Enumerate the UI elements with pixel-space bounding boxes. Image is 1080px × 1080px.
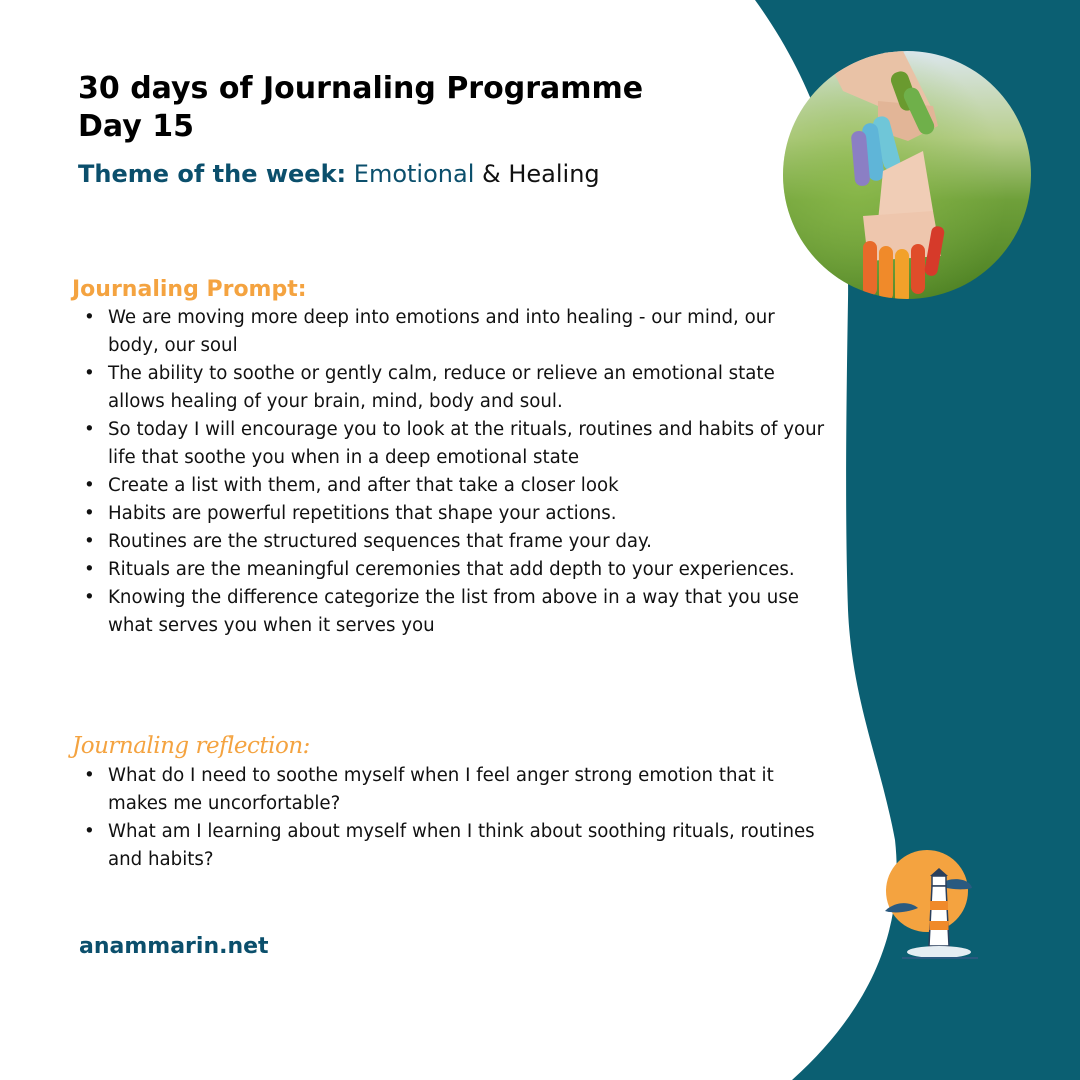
reflection-list [80, 762, 828, 874]
list-item: • Knowing the difference categorize the list from above in a way that you use what serves you when it serves you [108, 584, 828, 640]
list-item: • What am I learning about myself when I think about soothing rituals, routines and habits? [108, 818, 828, 874]
prompt-heading: Journaling Prompt: [72, 277, 307, 302]
list-item: • We are moving more deep into emotions and into healing - our mind, our body, our soul [108, 304, 828, 360]
list-item: • What do I need to soothe myself when I feel anger strong emotion that it makes me uncorfortable? [108, 762, 828, 818]
list-item: • So today I will encourage you to look at the rituals, routines and habits of your life that soothe you when in a deep emotional state [108, 416, 828, 472]
prompt-list [80, 304, 828, 640]
list-item: • Habits are powerful repetitions that shape your actions. [108, 500, 828, 528]
theme-word-emotional: Emotional [353, 160, 475, 188]
list-item: • Rituals are the meaningful ceremonies that add depth to your experiences. [108, 556, 828, 584]
list-item: • Routines are the structured sequences that frame your day. [108, 528, 828, 556]
list-item: • Create a list with them, and after that take a closer look [108, 472, 828, 500]
title-line-day: Day 15 [78, 109, 194, 144]
theme-line [78, 158, 600, 190]
reflection-heading: Journaling reflection: [72, 733, 310, 759]
list-item: • The ability to soothe or gently calm, reduce or relieve an emotional state allows healing of your brain, mind, body and soul. [108, 360, 828, 416]
page-title [78, 70, 643, 146]
theme-word-healing: & Healing [474, 160, 600, 188]
painted-hands-photo [783, 51, 1031, 299]
title-line-programme: 30 days of Journaling Programme [78, 71, 644, 106]
theme-label: Theme of the week: [78, 160, 347, 188]
website-link[interactable]: anammarin.net [79, 934, 269, 959]
lighthouse-logo [880, 846, 980, 966]
